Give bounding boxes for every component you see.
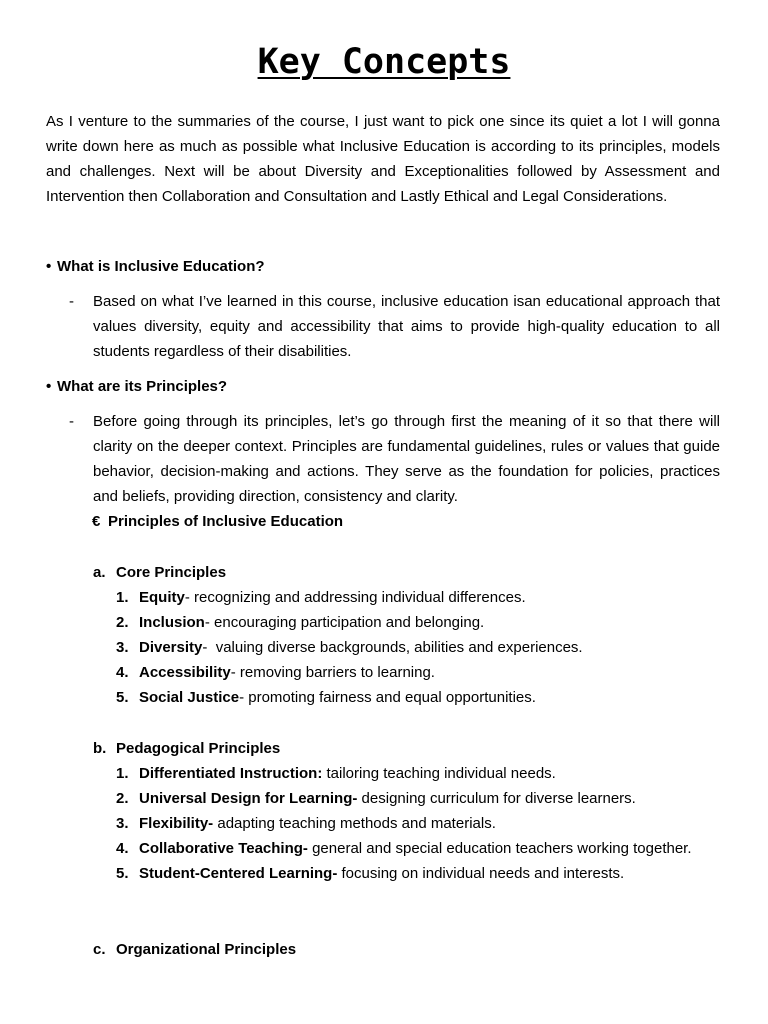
item-term: Accessibility — [139, 664, 231, 681]
bullet-icon: • — [46, 378, 52, 395]
item-number: 2. — [116, 790, 129, 807]
item-description: tailoring teaching individual needs. — [322, 765, 556, 782]
item-number: 5. — [116, 865, 129, 882]
item-term: Differentiated Instruction: — [139, 765, 323, 782]
item-term: Equity — [139, 589, 185, 606]
item-number: 3. — [116, 815, 129, 832]
item-description: - valuing diverse backgrounds, abilities and experiences. — [202, 639, 583, 656]
item-number: 3. — [116, 639, 129, 656]
list-letter: c. — [93, 941, 106, 958]
question-text: What is Inclusive Education? — [57, 258, 265, 275]
item-term: Diversity — [139, 639, 203, 656]
organizational-principles-heading — [93, 940, 296, 960]
item-number: 4. — [116, 840, 129, 857]
answer-text: Based on what I’ve learned in this course, inclusive education isan educational approach that values diversity, equity and accessibility that aims to provide high-quality education to all students regardless of their disabilities. — [93, 293, 720, 360]
question-principles — [46, 377, 720, 397]
pedagogical-principles-heading — [93, 739, 280, 759]
item-description: - encouraging participation and belonging. — [204, 614, 485, 631]
page-title: Key Concepts — [257, 42, 511, 82]
item-description: focusing on individual needs and interests. — [337, 865, 625, 882]
item-term: Collaborative Teaching- — [139, 840, 308, 857]
question-text: What are its Principles? — [57, 378, 228, 395]
list-letter: b. — [93, 740, 107, 757]
heading-text: Pedagogical Principles — [116, 740, 281, 757]
list-item — [116, 839, 720, 864]
item-number: 2. — [116, 614, 129, 631]
item-term: Student-Centered Learning- — [139, 865, 338, 882]
list-item — [116, 588, 720, 613]
answer-text: Before going through its principles, let’s go through first the meaning of it so that there will clarity on the deeper context. Principles are fundamental guidelines, rules or values that guide behavior, decision-making and actions. They serve as the foundation for policies, practices and beliefs, providing direction, consistency and clarity. — [93, 413, 720, 505]
item-description: designing curriculum for diverse learners. — [357, 790, 636, 807]
list-item — [116, 814, 720, 839]
euro-bullet-icon: € — [92, 513, 101, 530]
list-item — [116, 663, 720, 688]
list-item — [116, 789, 720, 814]
bullet-icon: • — [46, 258, 52, 275]
item-description: - recognizing and addressing individual differences. — [184, 589, 526, 606]
item-term: Social Justice — [139, 689, 240, 706]
item-term: Universal Design for Learning- — [139, 790, 358, 807]
item-description: adapting teaching methods and materials. — [213, 815, 496, 832]
item-number: 5. — [116, 689, 129, 706]
item-term: Flexibility- — [139, 815, 214, 832]
list-item — [116, 688, 720, 713]
core-principles-list — [116, 588, 720, 713]
heading-text: Core Principles — [116, 564, 227, 581]
item-number: 4. — [116, 664, 129, 681]
question-inclusive-education — [46, 257, 720, 277]
heading-text: Organizational Principles — [116, 941, 297, 958]
intro-paragraph: As I venture to the summaries of the course, I just want to pick one since its quiet a lot I will gonna write down here as much as possible what Inclusive Education is according to its principles, models and challenges. Next will be about Diversity and Exceptionalities followed by Assessment and Intervention then Collaboration and Consultation and Lastly Ethical and Legal Considerations. — [46, 113, 720, 205]
item-number: 1. — [116, 765, 129, 782]
principles-subheading — [92, 512, 343, 532]
item-description: - promoting fairness and equal opportunities. — [239, 689, 536, 706]
list-item — [116, 638, 720, 663]
item-description: - removing barriers to learning. — [230, 664, 435, 681]
item-description: general and special education teachers working together. — [307, 840, 692, 857]
pedagogical-principles-list — [116, 764, 720, 889]
core-principles-heading — [93, 563, 226, 583]
item-term: Inclusion — [139, 614, 205, 631]
subheading-text: Principles of Inclusive Education — [108, 513, 344, 530]
list-letter: a. — [93, 564, 106, 581]
dash-marker: - — [69, 293, 74, 310]
dash-marker: - — [69, 413, 74, 430]
item-number: 1. — [116, 589, 129, 606]
list-item — [116, 864, 720, 889]
list-item — [116, 764, 720, 789]
list-item — [116, 613, 720, 638]
